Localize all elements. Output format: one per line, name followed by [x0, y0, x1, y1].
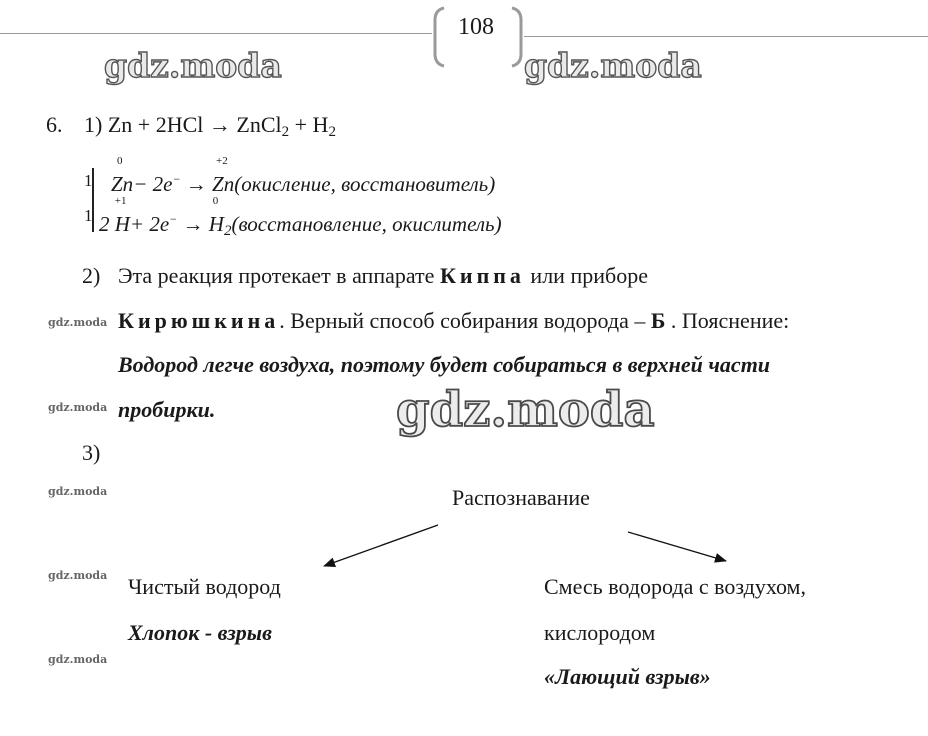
plus-sign: + — [294, 112, 308, 137]
ox-state: +2 — [216, 155, 228, 167]
explanation-line-1: Водород легче воздуха, поэтому будет собираться в верхней части — [118, 352, 771, 377]
electron-term: − 2e− — [133, 172, 181, 196]
balance-coef-2: 1 — [84, 206, 93, 225]
watermark-margin-5: gdz.moda — [48, 653, 108, 666]
balance-coef-1: 1 — [84, 171, 93, 190]
ox-state: +1 — [114, 195, 127, 207]
h-lhs: +1 H — [114, 195, 130, 236]
part1-label: 1) — [84, 112, 103, 137]
part3-label: 3) — [82, 440, 101, 465]
arrow-left — [324, 525, 438, 566]
product-zncl2: ZnCl$_2$ — [236, 112, 290, 140]
reactant-hcl: 2HCl — [155, 112, 204, 137]
watermark-margin-4: gdz.moda — [48, 569, 108, 582]
kipp-apparatus: Киппа — [439, 263, 525, 288]
electron-term: + 2e− — [129, 212, 178, 236]
ox-state: 0 — [212, 195, 219, 207]
part2-label: 2) — [82, 263, 101, 288]
balance-note: (восстановление, окислитель) — [231, 212, 502, 236]
h2-rhs: 0 $H_2$ — [208, 195, 232, 239]
plus-sign: + — [137, 112, 151, 137]
part2-line1: Эта реакция протекает в аппарате Киппа или приборе — [118, 263, 648, 288]
task-number: 6. — [46, 112, 63, 137]
product-h2: $H_2$ — [312, 112, 336, 140]
right-branch-title-1: Смесь водорода с воздухом, — [544, 574, 806, 599]
kiryushkin-device: Кирюшкина — [118, 308, 280, 333]
diagram-root: Распознавание — [452, 485, 590, 510]
page-number: 108 — [458, 14, 494, 40]
arrow-right — [628, 532, 726, 561]
arrow: → — [182, 212, 204, 236]
arrow: → — [185, 172, 207, 196]
reaction-arrow: → — [208, 112, 231, 137]
watermark-top-left: gdz.moda — [104, 46, 282, 85]
explanation-line-2: пробирки. — [118, 397, 216, 422]
left-branch-result: Хлопок - взрыв — [128, 620, 272, 645]
ox-state: 0 — [117, 155, 123, 167]
watermark-top-right: gdz.moda — [524, 46, 702, 85]
zn-rhs: +2 Zn — [212, 155, 235, 196]
watermark-margin-3: gdz.moda — [48, 485, 108, 498]
part2-line2: Кирюшкина. Верный способ собирания водорода – Б . Пояснение: — [118, 308, 790, 333]
watermark-center: gdz.moda — [396, 382, 655, 438]
right-branch-title-2: кислородом — [544, 620, 656, 645]
answer-letter: Б — [650, 308, 666, 333]
reactant-zn: Zn — [107, 112, 133, 137]
left-branch-title: Чистый водород — [128, 574, 281, 599]
balance-row-reduction: 2 +1 H+ 2e− → 0 $H_2(восстановление$, окислитель) — [99, 195, 502, 239]
watermark-margin-2: gdz.moda — [48, 401, 108, 414]
balance-note: (окисление, восстановитель) — [234, 172, 496, 196]
right-branch-result: «Лающий взрыв» — [544, 664, 711, 689]
zn-lhs: 0 Zn — [111, 155, 134, 196]
watermark-margin-1: gdz.moda — [48, 316, 108, 329]
